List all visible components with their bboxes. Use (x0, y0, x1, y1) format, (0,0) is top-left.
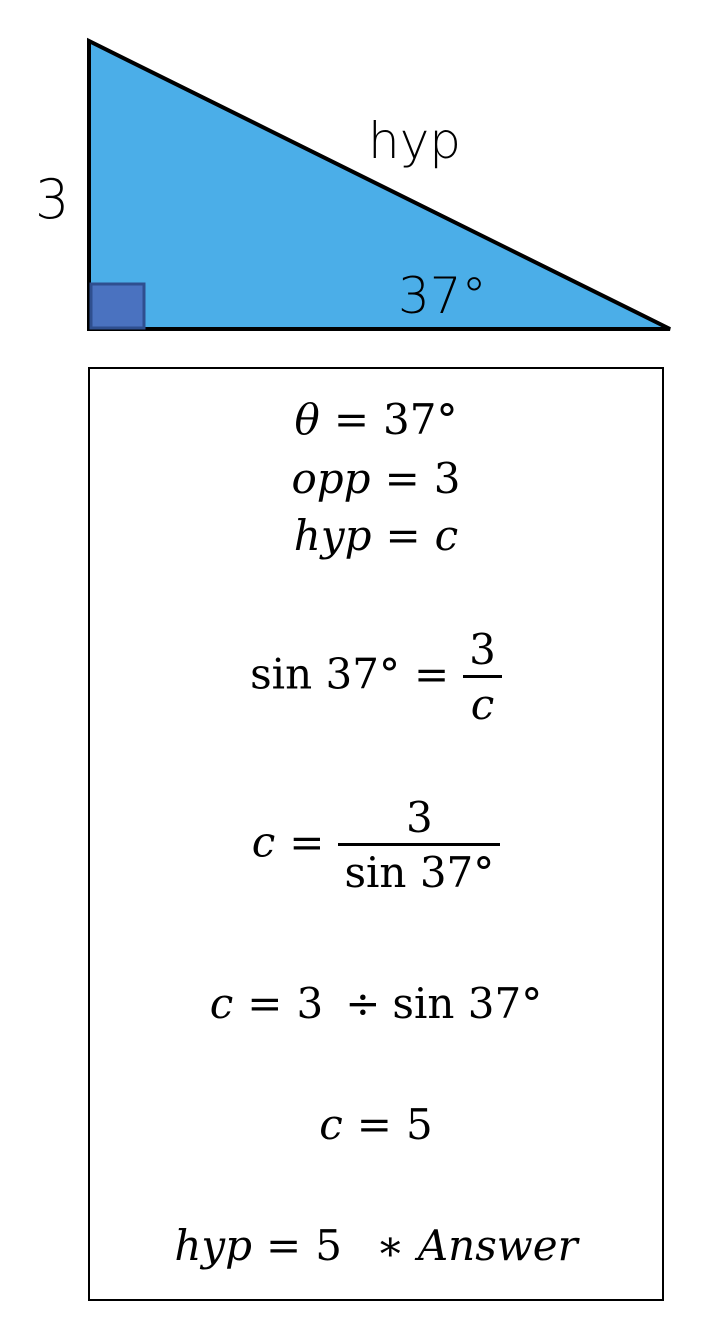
given-theta (90, 395, 662, 444)
fraction (338, 793, 500, 897)
fraction-numerator: 3 (405, 793, 433, 842)
answer-value: 5 (315, 1221, 342, 1270)
final-answer (90, 1221, 662, 1270)
opp-value: 3 (433, 454, 461, 503)
solution-panel (88, 367, 664, 1301)
hyp-value: c (434, 511, 459, 560)
step-sine-ratio (90, 625, 662, 729)
right-triangle (89, 41, 670, 329)
angle-label: 37° (398, 267, 487, 325)
given-opp (90, 454, 662, 503)
divide-sign: ÷ (345, 979, 381, 1028)
opposite-side-label: 3 (35, 168, 70, 231)
equals-sign: = (333, 395, 370, 444)
theta-value: 37° (383, 395, 458, 444)
triangle-diagram (0, 0, 708, 360)
fraction (463, 625, 502, 729)
theta-symbol: θ (294, 395, 320, 444)
equals-sign: = (356, 1100, 392, 1149)
divisor: sin 37° (392, 979, 543, 1028)
hypotenuse-label: hyp (368, 112, 462, 170)
hyp-symbol: hyp (293, 511, 372, 560)
hyp-symbol: hyp (174, 1221, 252, 1270)
step-result (90, 1100, 662, 1149)
equals-sign: = (413, 649, 450, 699)
right-angle-marker (91, 284, 144, 328)
opp-symbol: opp (291, 454, 371, 503)
sine-expression: sin 37° (250, 649, 400, 699)
result-value: 5 (406, 1100, 433, 1149)
equals-sign: = (266, 1221, 302, 1270)
step-solve-c (90, 793, 662, 897)
given-hyp (90, 511, 662, 560)
dividend: 3 (296, 979, 324, 1028)
c-symbol: c (319, 1100, 343, 1149)
equals-sign: = (289, 817, 325, 867)
c-symbol: c (251, 817, 276, 867)
answer-note: ∗ Answer (375, 1221, 578, 1270)
equals-sign: = (385, 511, 421, 560)
fraction-denominator: sin 37° (338, 843, 500, 894)
c-symbol: c (209, 979, 234, 1028)
equals-sign: = (247, 979, 283, 1028)
step-division (90, 979, 662, 1028)
fraction-numerator: 3 (469, 625, 496, 674)
fraction-denominator: c (463, 675, 502, 726)
equals-sign: = (384, 454, 420, 503)
